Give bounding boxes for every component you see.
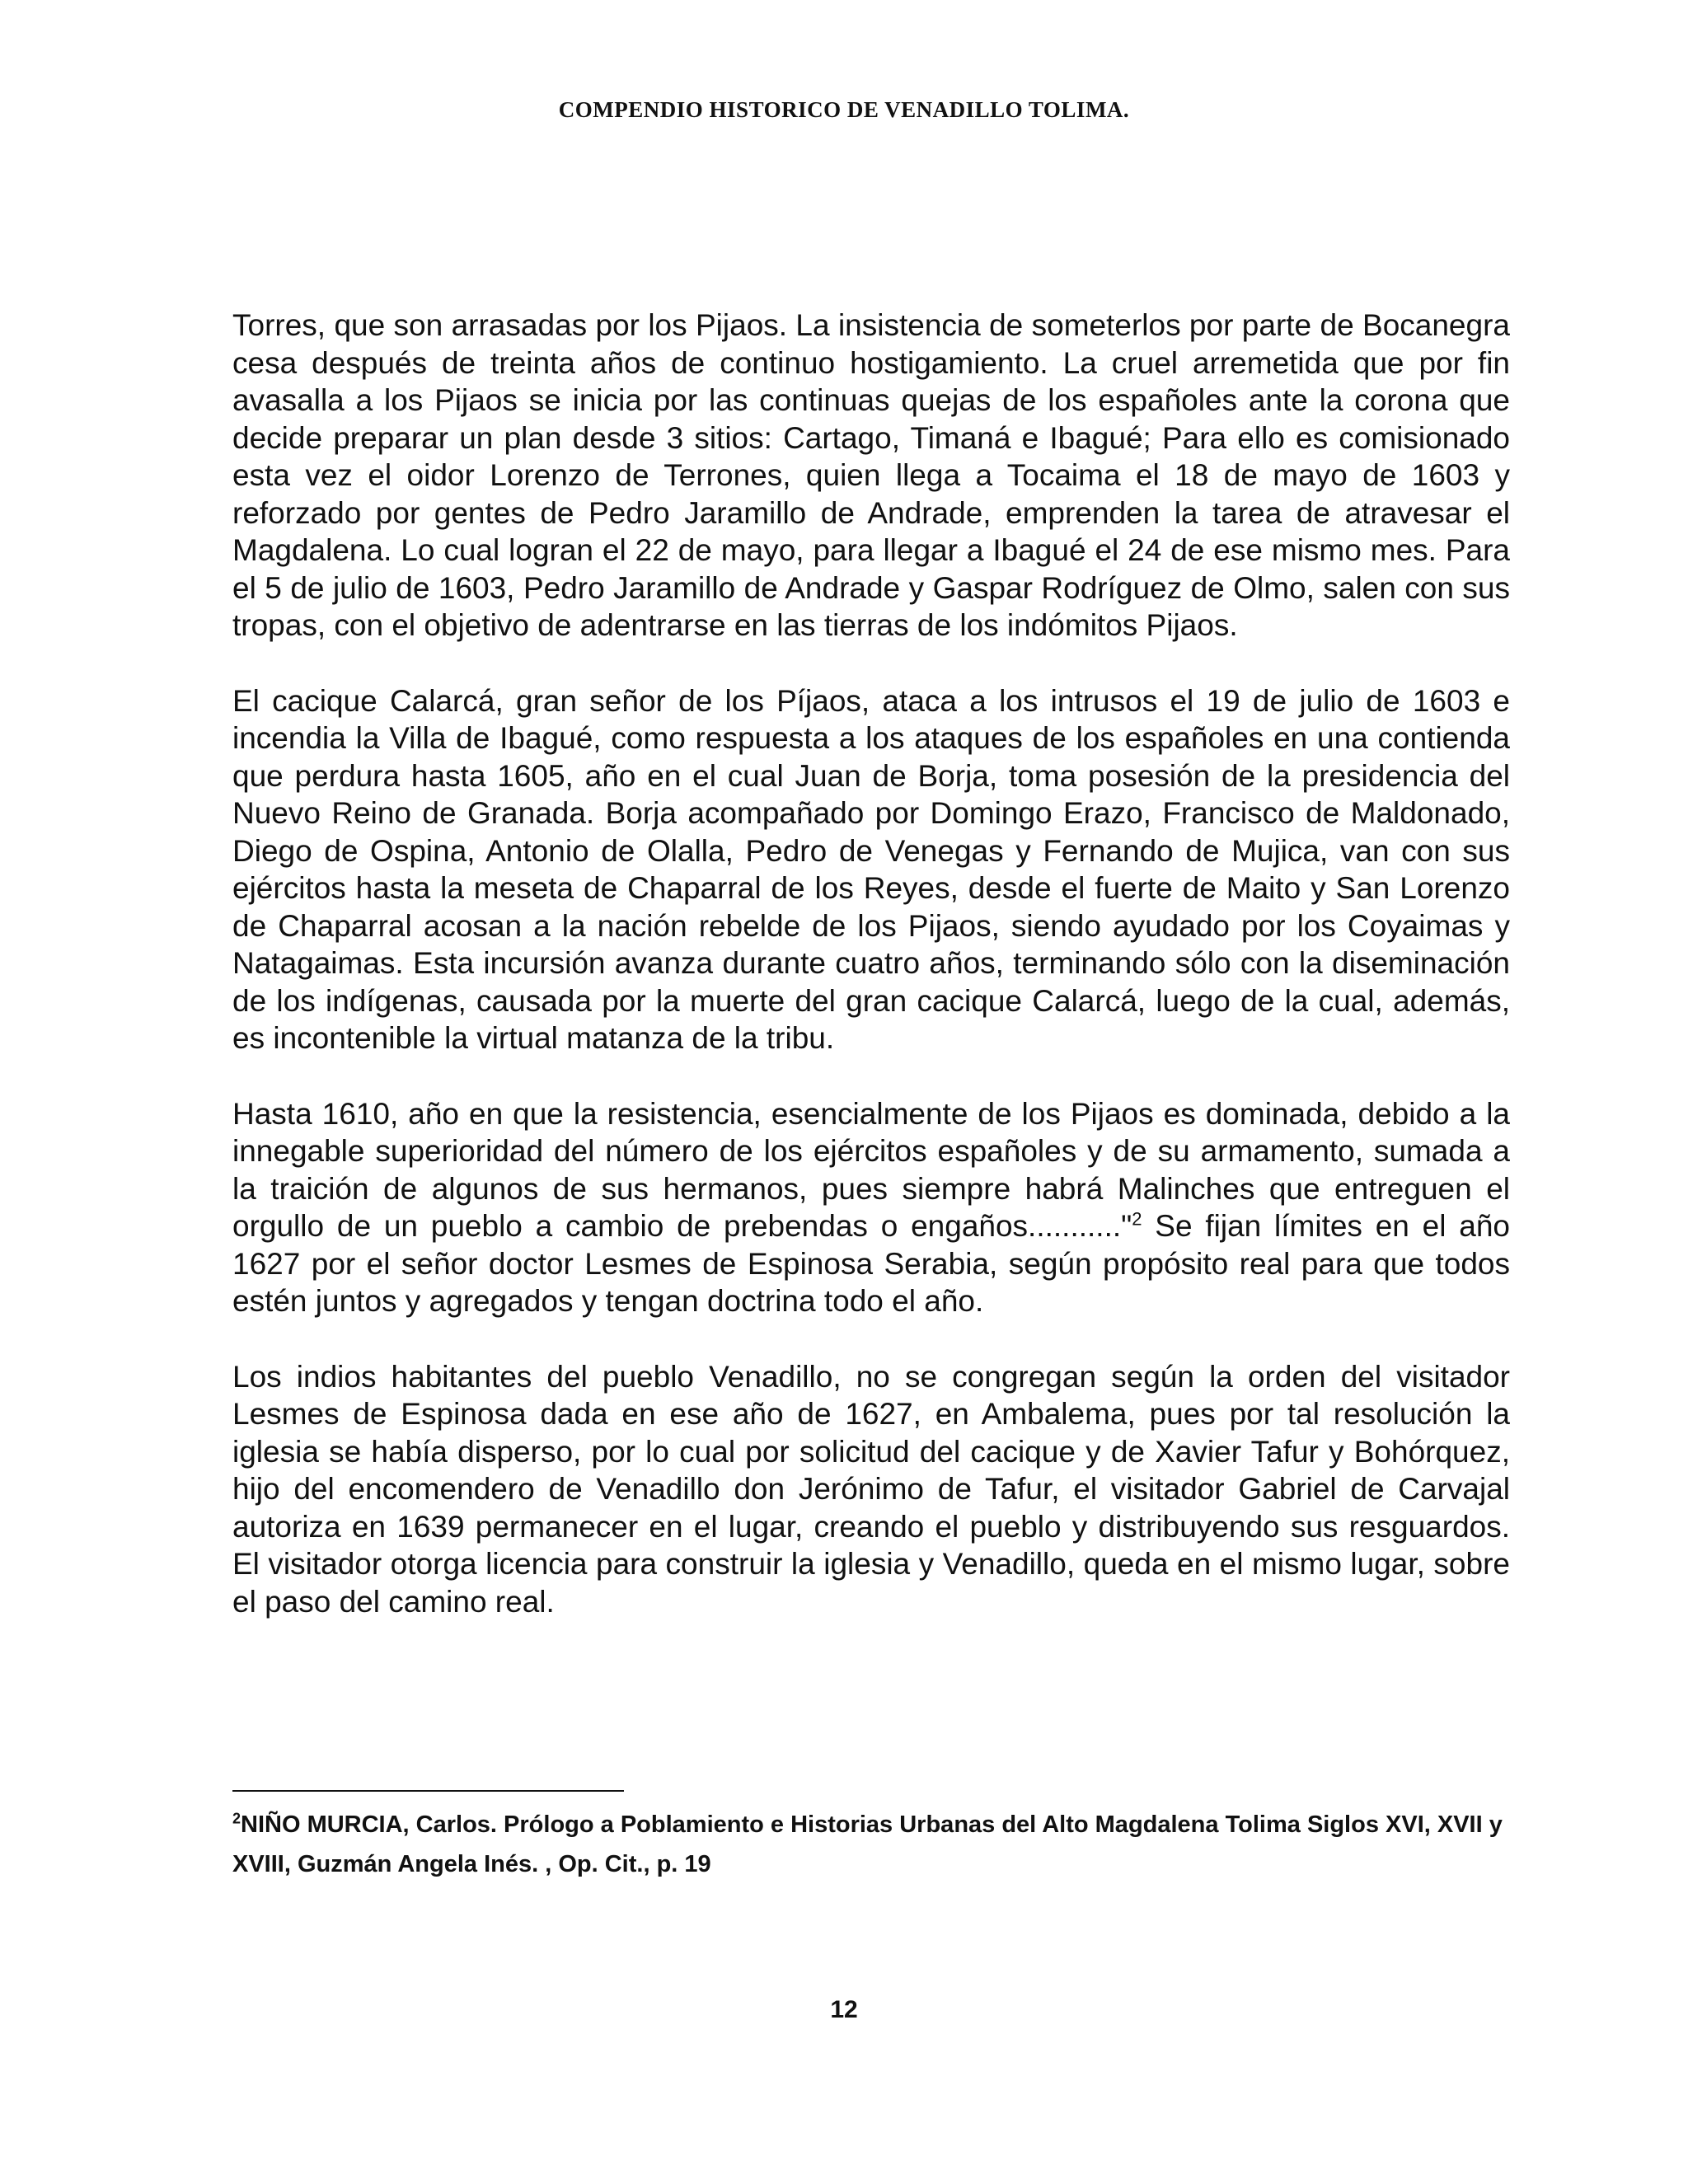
body-text bbox=[232, 307, 1510, 1620]
paragraph-3 bbox=[232, 1095, 1510, 1320]
footnote-number: 2 bbox=[232, 1810, 241, 1827]
paragraph-1: Torres, que son arrasadas por los Pijaos. La insistencia de someterlos por parte de Bocanegra cesa después de treinta años de continuo hostigamiento. La cruel arremetida que por fin avasalla a los Pijaos se inicia por las continuas quejas de los españoles ante la corona que decide preparar un plan desde 3 sitios: Cartago, Timaná e Ibagué; Para ello es comisionado esta vez el oidor Lorenzo de Terrones, quien llega a Tocaima el 18 de mayo de 1603 y reforzado por gentes de Pedro Jaramillo de Andrade, emprenden la tarea de atravesar el Magdalena. Lo cual logran el 22 de mayo, para llegar a Ibagué el 24 de ese mismo mes. Para el 5 de julio de 1603, Pedro Jaramillo de Andrade y Gaspar Rodríguez de Olmo, salen con sus tropas, con el objetivo de adentrarse en las tierras de los indómitos Pijaos. bbox=[232, 308, 1510, 642]
page-number: 12 bbox=[830, 1996, 858, 2023]
paragraph-3-text-end: Se fijan límites en el año 1627 por el señor doctor Lesmes de Espinosa Serabia, según propósito real para que todos estén juntos y agregados y tengan doctrina todo el año. bbox=[232, 1209, 1510, 1318]
footnote-separator bbox=[232, 1790, 624, 1792]
running-header: COMPENDIO HISTORICO DE VENADILLO TOLIMA. bbox=[558, 97, 1130, 122]
footnote-text: NIÑO MURCIA, Carlos. Prólogo a Poblamiento e Historias Urbanas del Alto Magdalena Tolima Siglos XVI, XVII y XVIII, Guzmán Angela Inés. , Op. Cit., p. 19 bbox=[232, 1811, 1503, 1877]
footnote-reference: 2 bbox=[1132, 1208, 1142, 1230]
paragraph-2: El cacique Calarcá, gran señor de los Píjaos, ataca a los intrusos el 19 de julio de 1603 e incendia la Villa de Ibagué, como respuesta a los ataques de los españoles en una contienda que perdura hasta 1605, año en el cual Juan de Borja, toma posesión de la presidencia del Nuevo Reino de Granada. Borja acompañado por Domingo Erazo, Francisco de Maldonado, Diego de Ospina, Antonio de Olalla, Pedro de Venegas y Fernando de Mujica, van con sus ejércitos hasta la meseta de Chaparral de los Reyes, desde el fuerte de Maito y San Lorenzo de Chaparral acosan a la nación rebelde de los Pijaos, siendo ayudado por los Coyaimas y Natagaimas. Esta incursión avanza durante cuatro años, terminando sólo con la diseminación de los indígenas, causada por la muerte del gran cacique Calarcá, luego de la cual, además, es incontenible la virtual matanza de la tribu. bbox=[232, 683, 1510, 1055]
paragraph-3-text-start: Hasta 1610, año en que la resistencia, esencialmente de los Pijaos es dominada, debido a la innegable superioridad del número de los ejércitos españoles y de su armamento, sumada a la traición de algunos de sus hermanos, pues siempre habrá Malinches que entreguen el orgullo de un pueblo a cambio de prebendas o engaños..........." bbox=[232, 1096, 1510, 1243]
paragraph-4: Los indios habitantes del pueblo Venadillo, no se congregan según la orden del visitador Lesmes de Espinosa dada en ese año de 1627, en Ambalema, pues por tal resolución la iglesia se había disperso, por lo cual por solicitud del cacique y de Xavier Tafur y Bohórquez, hijo del encomendero de Venadillo don Jerónimo de Tafur, el visitador Gabriel de Carvajal autoriza en 1639 permanecer en el lugar, creando el pueblo y distribuyendo sus resguardos. El visitador otorga licencia para construir la iglesia y Venadillo, queda en el mismo lugar, sobre el paso del camino real. bbox=[232, 1359, 1510, 1619]
footnote bbox=[232, 1805, 1518, 1884]
